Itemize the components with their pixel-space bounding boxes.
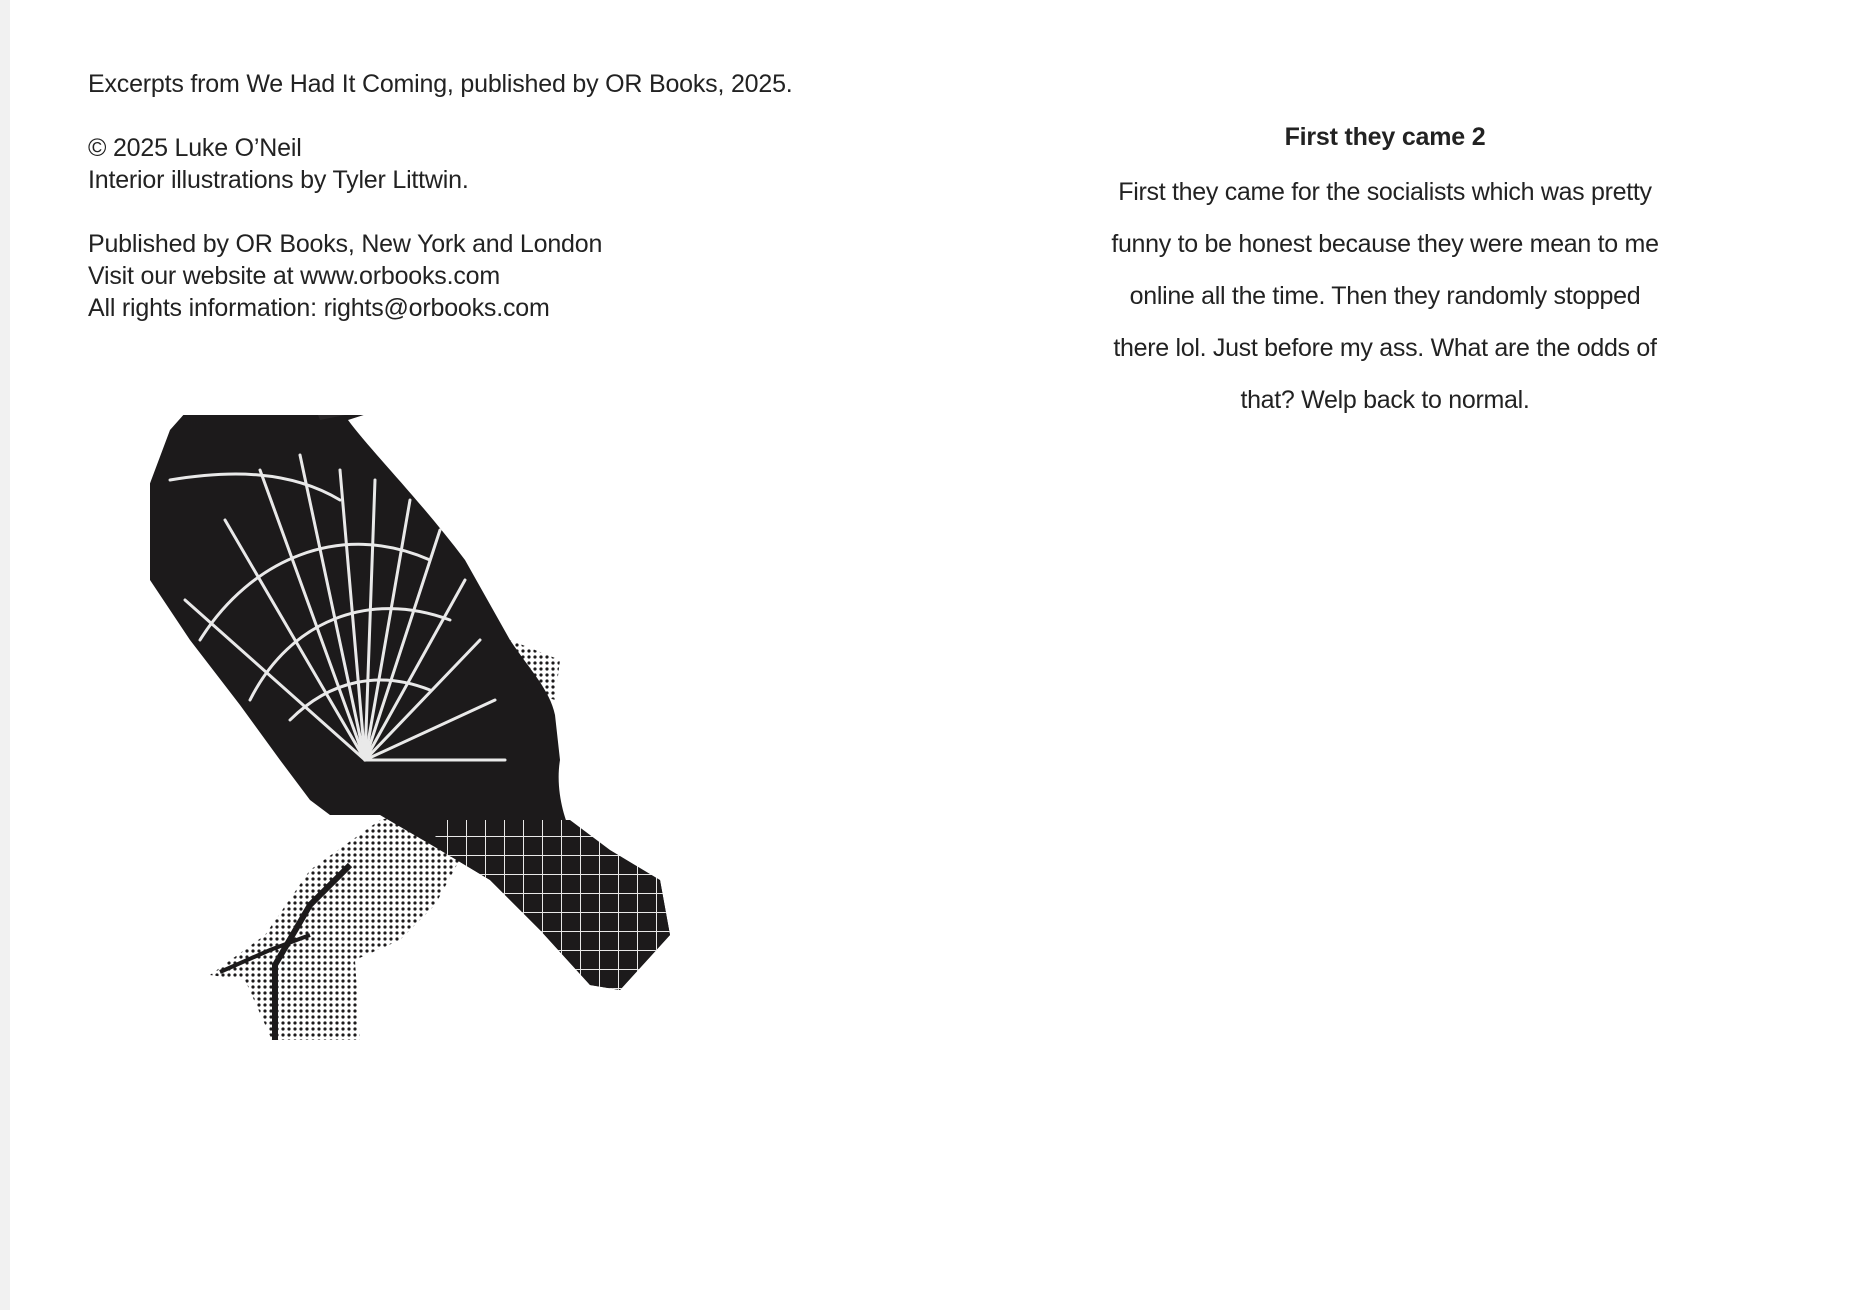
copyright-line: © 2025 Luke O’Neil	[88, 134, 302, 162]
rights-line: All rights information: rights@orbooks.com	[88, 294, 550, 322]
crow-tail-grid	[430, 820, 670, 990]
spacer	[88, 196, 888, 228]
left-page	[10, 0, 930, 1310]
poem-line: online all the time. Then they randomly stopped	[1129, 282, 1641, 310]
crow-illustration	[150, 415, 810, 1250]
excerpt-line: Excerpts from We Had It Coming, published by OR Books, 2025.	[88, 70, 793, 98]
book-spread	[10, 0, 1858, 1310]
poem-line: there lol. Just before my ass. What are the odds of	[1113, 334, 1657, 362]
illustrations-credit: Interior illustrations by Tyler Littwin.	[88, 166, 469, 194]
poem-line: funny to be honest because they were mean to me	[1111, 230, 1659, 258]
colophon	[88, 68, 888, 324]
spacer	[88, 100, 888, 132]
poem-line: First they came for the socialists which was pretty	[1118, 178, 1652, 206]
publisher-line: Published by OR Books, New York and London	[88, 230, 603, 258]
branch-shape	[210, 810, 465, 1040]
website-line: Visit our website at www.orbooks.com	[88, 262, 500, 290]
poem-body	[1100, 166, 1670, 426]
viewer-left-edge	[0, 0, 10, 1310]
poem-line: that? Welp back to normal.	[1240, 386, 1530, 414]
right-page	[930, 0, 1858, 1310]
poem	[1100, 118, 1670, 426]
poem-title: First they came 2	[1284, 123, 1486, 151]
